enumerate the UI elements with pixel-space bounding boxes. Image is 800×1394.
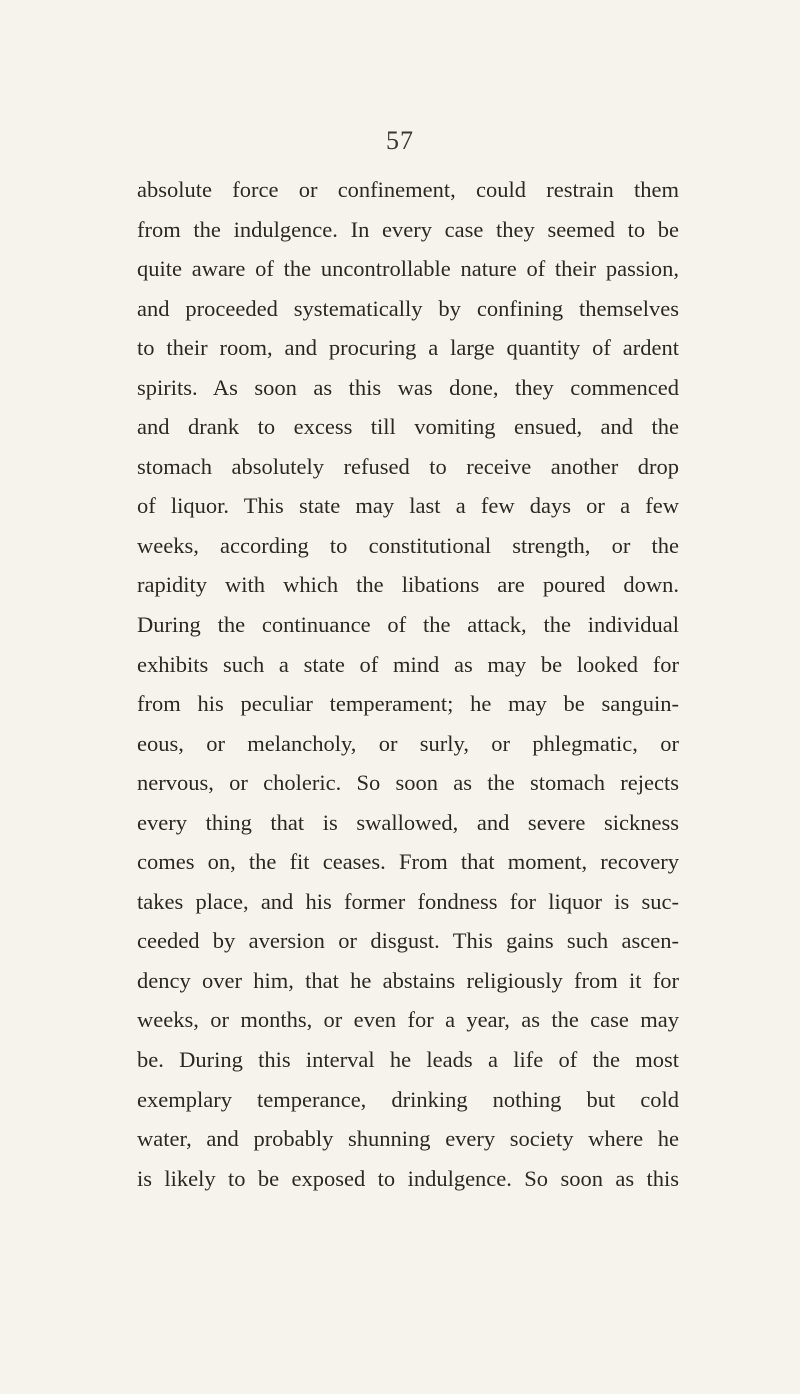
text-line: exhibits such a state of mind as may be looked for <box>137 651 679 677</box>
text-line: every thing that is swallowed, and severe sickness <box>137 809 679 835</box>
text-line: weeks, or months, or even for a year, as the case may <box>137 1007 679 1033</box>
text-line: spirits. As soon as this was done, they commenced <box>137 374 679 400</box>
text-line: During the continuance of the attack, the individual <box>137 612 679 638</box>
text-line: takes place, and his former fondness for liquor is suc- <box>137 888 679 914</box>
text-line: eous, or melancholy, or surly, or phlegmatic, or <box>137 730 679 756</box>
text-line: and proceeded systematically by confining themselves <box>137 295 679 321</box>
text-line: ceeded by aversion or disgust. This gains such ascen- <box>137 928 679 954</box>
body-text <box>137 170 679 1198</box>
text-line: stomach absolutely refused to receive another drop <box>137 453 679 479</box>
text-line: and drank to excess till vomiting ensued, and the <box>137 414 679 440</box>
text-line: nervous, or choleric. So soon as the stomach rejects <box>137 770 679 796</box>
text-line: from the indulgence. In every case they seemed to be <box>137 216 679 242</box>
text-line: is likely to be exposed to indulgence. So soon as this <box>137 1165 679 1191</box>
text-line: of liquor. This state may last a few days or a few <box>137 493 679 519</box>
text-line: to their room, and procuring a large quantity of ardent <box>137 335 679 361</box>
page-number: 57 <box>386 126 414 155</box>
text-line: from his peculiar temperament; he may be sanguin- <box>137 691 679 717</box>
text-line: water, and probably shunning every society where he <box>137 1126 679 1152</box>
text-line: comes on, the fit ceases. From that moment, recovery <box>137 849 679 875</box>
text-line: weeks, according to constitutional strength, or the <box>137 532 679 558</box>
text-line: dency over him, that he abstains religiously from it for <box>137 967 679 993</box>
text-line: absolute force or confinement, could restrain them <box>137 177 679 202</box>
text-line: be. During this interval he leads a life of the most <box>137 1047 679 1073</box>
text-line: exemplary temperance, drinking nothing but cold <box>137 1086 679 1112</box>
text-line: quite aware of the uncontrollable nature of their passion, <box>137 256 679 282</box>
text-line: rapidity with which the libations are poured down. <box>137 572 679 598</box>
